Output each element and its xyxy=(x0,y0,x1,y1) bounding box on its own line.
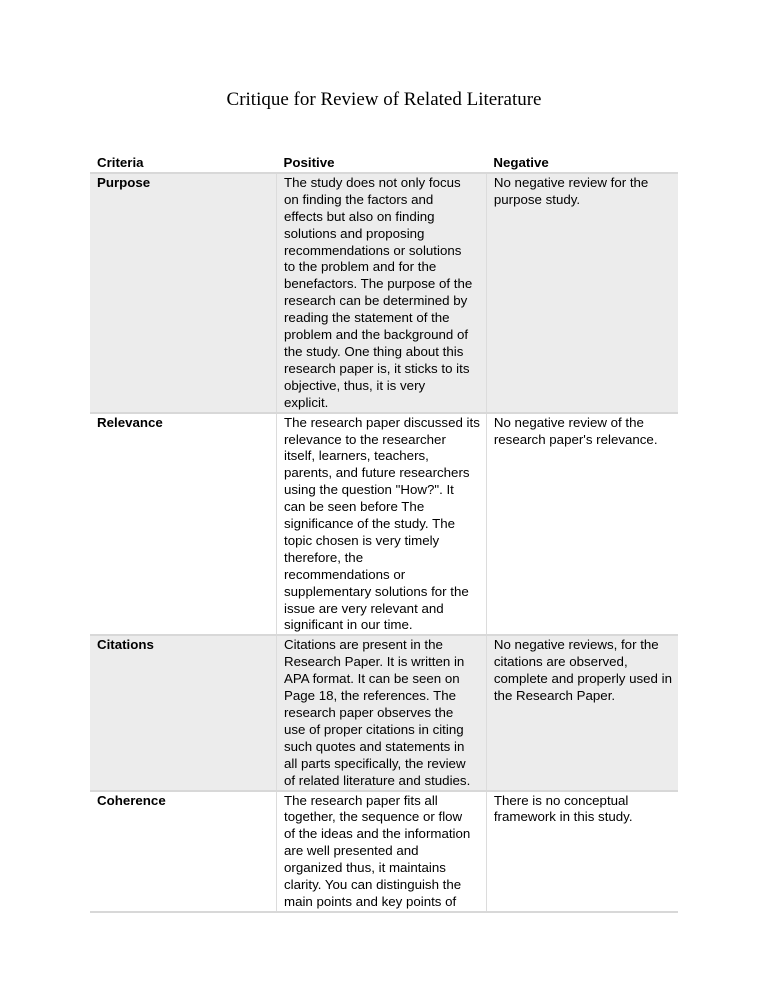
positive-text-line: The research paper fits all xyxy=(284,792,438,808)
table-row-coherence xyxy=(90,791,678,912)
negative-cell xyxy=(486,791,678,912)
positive-text-line: research paper observes the xyxy=(284,705,454,720)
criteria-cell: Relevance xyxy=(90,413,277,636)
positive-text-line: itself, learners, teachers, xyxy=(284,448,429,464)
negative-text-line: No negative review of the xyxy=(493,414,644,430)
positive-text-line: use of proper citations in citing xyxy=(284,721,464,737)
positive-text-line: benefactors. The purpose of the xyxy=(284,276,473,292)
negative-text-line: research paper's relevance. xyxy=(493,431,658,447)
positive-text-line: of related literature and studies. xyxy=(284,772,471,788)
positive-text-line: main points and key points of xyxy=(284,893,457,909)
positive-text-line: of the ideas and the information xyxy=(284,826,471,842)
positive-cell xyxy=(277,635,487,790)
positive-text-line: significance of the study. The xyxy=(284,516,455,532)
criteria-cell: Citations xyxy=(90,635,277,790)
table-row-citations xyxy=(90,635,678,790)
positive-text-line: clarity. You can distinguish the xyxy=(284,877,462,893)
positive-text-line: research paper is, it sticks to its xyxy=(284,360,470,376)
positive-text-line: therefore, the xyxy=(284,549,364,565)
negative-text-line: No negative reviews, for the xyxy=(493,637,659,653)
positive-text-line: Page 18, the references. The xyxy=(284,688,456,704)
positive-text-line: The study does not only focus xyxy=(284,174,461,190)
positive-text-line: organized thus, it maintains xyxy=(284,860,446,876)
negative-text-line: purpose study. xyxy=(493,191,581,207)
positive-text-line: to the problem and for the xyxy=(284,259,437,275)
positive-text-line: problem and the background of xyxy=(284,327,469,343)
negative-cell xyxy=(486,413,678,636)
positive-text-line: APA format. It can be seen on xyxy=(284,671,460,687)
negative-text-line: citations are observed, xyxy=(493,654,628,670)
positive-text-line: objective, thus, it is very xyxy=(284,377,426,393)
positive-text-line: Research Paper. It is written in xyxy=(284,654,465,670)
positive-text-line: The research paper discussed its xyxy=(284,414,480,430)
table-row-purpose xyxy=(90,173,678,413)
criteria-cell: Coherence xyxy=(90,791,277,912)
positive-text-line: using the question "How?". It xyxy=(284,482,454,498)
header-positive: Positive xyxy=(283,155,335,170)
document-title: Critique for Review of Related Literature xyxy=(226,89,542,110)
positive-text-line: such quotes and statements in xyxy=(284,738,465,754)
negative-text-line: No negative review for the xyxy=(493,174,649,190)
negative-text-line: complete and properly used in xyxy=(493,671,672,687)
negative-text-line: There is no conceptual xyxy=(493,792,629,808)
header-criteria: Criteria xyxy=(97,155,144,170)
positive-text-line: together, the sequence or flow xyxy=(284,809,463,825)
positive-text-line: all parts specifically, the review xyxy=(284,755,466,771)
positive-text-line: topic chosen is very timely xyxy=(284,532,440,548)
negative-text-line: framework in this study. xyxy=(493,809,633,825)
positive-text-line: recommendations or solutions xyxy=(284,242,462,258)
positive-cell xyxy=(277,173,487,413)
negative-text-line: the Research Paper. xyxy=(493,688,616,704)
positive-cell xyxy=(277,413,487,636)
positive-text-line: are well presented and xyxy=(284,843,419,859)
positive-text-line: issue are very relevant and xyxy=(284,600,444,616)
positive-text-line: on finding the factors and xyxy=(284,191,434,207)
negative-cell xyxy=(486,173,678,413)
positive-text-line: the study. One thing about this xyxy=(284,343,464,359)
negative-cell xyxy=(486,635,678,790)
critique-table xyxy=(90,154,678,913)
table-row-relevance xyxy=(90,413,678,636)
positive-text-line: research can be determined by xyxy=(284,293,468,309)
header-negative: Negative xyxy=(493,155,549,170)
table-header-row xyxy=(90,154,678,173)
positive-text-line: reading the statement of the xyxy=(284,310,450,326)
positive-cell xyxy=(277,791,487,912)
positive-text-line: solutions and proposing xyxy=(284,225,425,241)
positive-text-line: relevance to the researcher xyxy=(284,431,446,447)
positive-text-line: recommendations or xyxy=(284,566,406,582)
positive-text-line: Citations are present in the xyxy=(284,637,443,653)
positive-text-line: can be seen before The xyxy=(284,499,425,515)
positive-text-line: explicit. xyxy=(284,394,329,410)
positive-text-line: supplementary solutions for the xyxy=(284,583,469,599)
positive-text-line: parents, and future researchers xyxy=(284,465,470,481)
positive-text-line: effects but also on finding xyxy=(284,208,435,224)
positive-text-line: significant in our time. xyxy=(284,617,413,633)
criteria-cell: Purpose xyxy=(90,173,277,413)
